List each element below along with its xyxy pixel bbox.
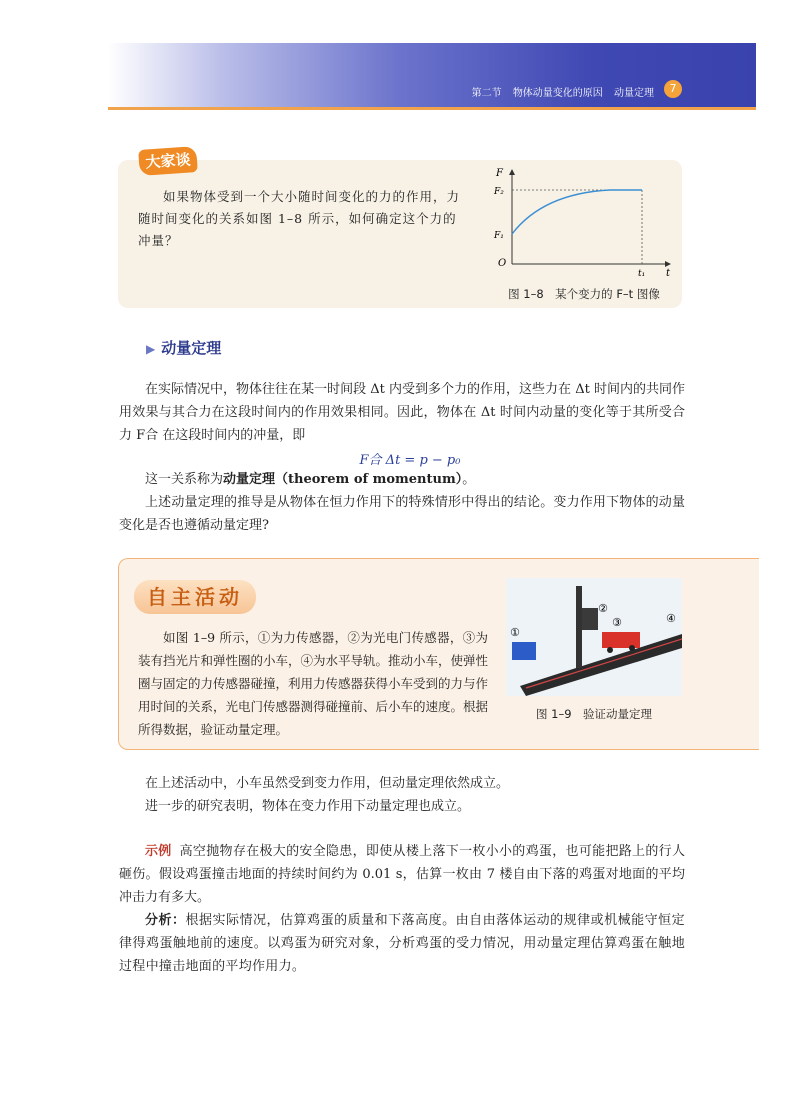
- figure-1-8-caption: 图 1–8 某个变力的 F–t 图像: [508, 287, 660, 301]
- discussion-badge: 大家谈: [138, 146, 198, 176]
- body-paragraph-3: 上述动量定理的推导是从物体在恒力作用下的特殊情形中得出的结论。变力作用下物体的动量变化是否也遵循动量定理?: [119, 495, 685, 533]
- activity-title: 自主活动: [134, 580, 256, 614]
- x-axis-label: t: [666, 268, 671, 279]
- figure-1-9-apparatus: [506, 578, 682, 696]
- example-label: 示例: [145, 844, 172, 859]
- label-2: ②: [598, 602, 608, 615]
- section-title-text: 动量定理: [161, 339, 222, 357]
- triangle-bullet-icon: ▶: [146, 342, 156, 356]
- body-paragraph-2: [119, 468, 685, 491]
- discussion-text: 如果物体受到一个大小随时间变化的力的作用，力随时间变化的关系如图 1–8 所示，如何确定这个力的冲量？: [138, 189, 461, 248]
- activity-text: 如图 1–9 所示，①为力传感器，②为光电门传感器，③为装有挡光片和弹性圈的小车，④为水平导轨。推动小车，使弹性圈与固定的力传感器碰撞，利用力传感器获得小车受到的力与作用时间的关系，光电门传感器测得碰撞前、后小车的速度。根据所得数据，验证动量定理。: [138, 630, 489, 737]
- page-number: 7: [664, 80, 682, 98]
- analysis-label: 分析：: [145, 913, 186, 928]
- header-band: [108, 43, 756, 107]
- label-3: ③: [612, 616, 622, 629]
- momentum-theorem-formula: F合 Δt = p − p₀: [359, 453, 461, 468]
- y-axis-label: F: [496, 168, 503, 179]
- example-paragraph: [119, 840, 685, 909]
- t1-label: t₁: [638, 269, 646, 279]
- example-text: 高空抛物存在极大的安全隐患，即使从楼上落下一枚小小的鸡蛋，也可能把路上的行人砸伤。假设鸡蛋撞击地面的持续时间约为 0.01 s，估算一枚由 7 楼自由下落的鸡蛋对地面的平均冲击力有多大。: [119, 844, 685, 905]
- header-subtitle: 动量定理: [614, 88, 654, 99]
- figure-1-9-caption: 图 1–9 验证动量定理: [535, 707, 653, 721]
- header-rule: [108, 107, 756, 110]
- after-paragraph-2: 进一步的研究表明，物体在变力作用下动量定理也成立。: [145, 799, 471, 814]
- figure-1-8-graph: [490, 164, 680, 282]
- header-title: 物体动量变化的原因: [512, 88, 603, 99]
- p2-prefix: 这一关系称为: [145, 472, 224, 487]
- after-paragraph-1: 在上述活动中，小车虽然受到变力作用，但动量定理依然成立。: [145, 776, 510, 791]
- origin-label: O: [498, 258, 507, 269]
- label-4: ④: [666, 612, 676, 625]
- running-header: [464, 84, 654, 99]
- body-paragraph-1: 在实际情况中，物体往往在某一时间段 Δt 内受到多个力的作用，这些力在 Δt 时间内的共同作用效果与其合力在这段时间内的作用效果相同。因此，物体在 Δt 时间内动量的变化等于其所受合力 F合 在这段时间内的冲量，即: [119, 382, 685, 443]
- force-sensor: [512, 642, 536, 660]
- photogate-stand: [576, 586, 582, 668]
- force-curve: [512, 190, 642, 234]
- label-1: ①: [510, 626, 520, 639]
- momentum-theorem-term: 动量定理（theorem of momentum）: [223, 472, 463, 487]
- photogate-head: [582, 608, 598, 630]
- header-section: 第二节: [471, 88, 502, 99]
- cart-wheel: [607, 647, 613, 653]
- cart: [602, 632, 640, 648]
- p2-suffix: 。: [462, 472, 476, 487]
- analysis-text: 根据实际情况，估算鸡蛋的质量和下落高度。由自由落体运动的规律或机械能守恒定律得鸡蛋触地前的速度。以鸡蛋为研究对象，分析鸡蛋的受力情况，用动量定理估算鸡蛋在触地过程中撞击地面的平均作用力。: [119, 913, 685, 974]
- section-title: [146, 337, 221, 358]
- f2-label: F₂: [494, 187, 504, 197]
- analysis-paragraph: [119, 909, 685, 978]
- cart-wheel: [629, 645, 635, 651]
- f1-label: F₁: [494, 231, 504, 241]
